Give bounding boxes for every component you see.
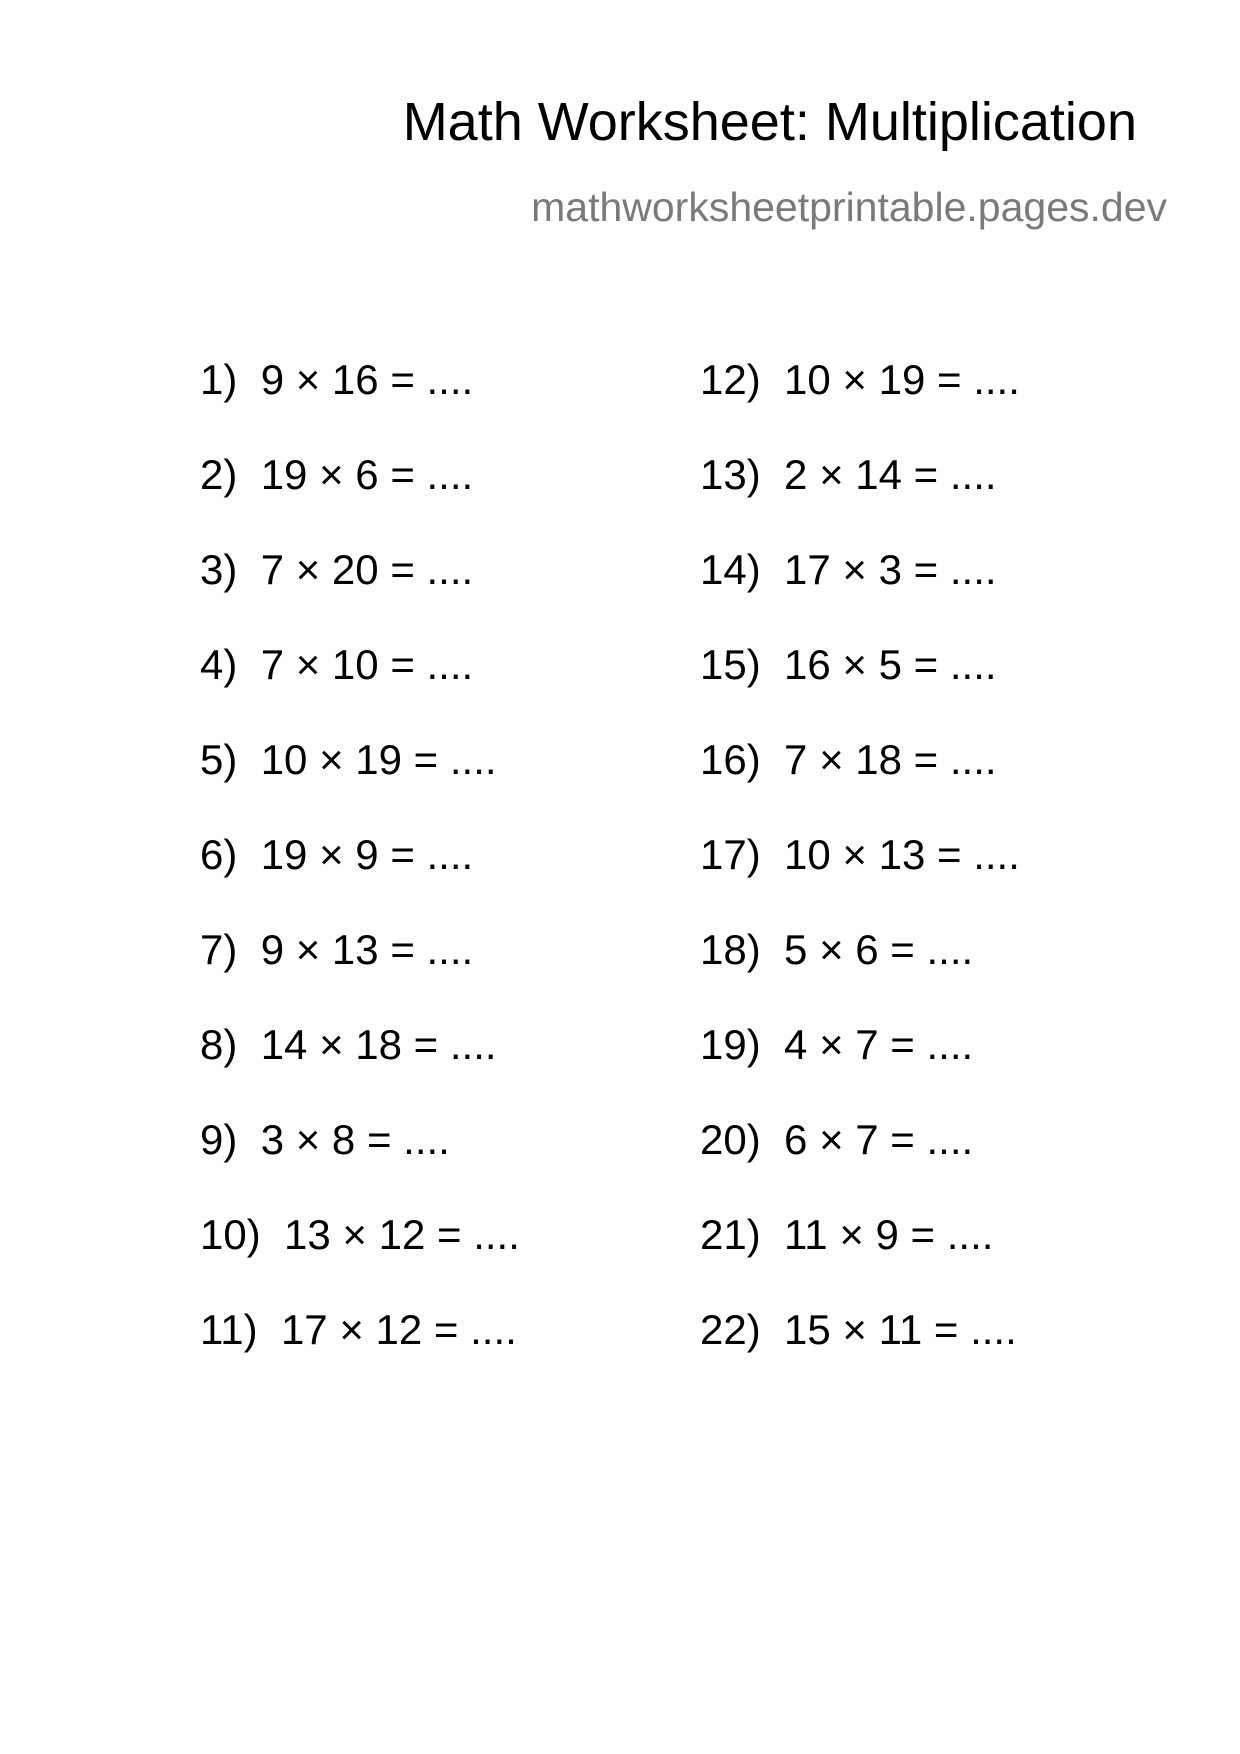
- problem-item: [200, 925, 473, 975]
- problem-number: 9): [200, 1116, 238, 1163]
- problem-expression: 17 × 3 = ....: [784, 546, 997, 593]
- problem-expression: 17 × 12 = ....: [280, 1306, 517, 1353]
- problem-item: [200, 1115, 450, 1165]
- problem-number: 11): [200, 1306, 258, 1353]
- problem-expression: 3 × 8 = ....: [260, 1116, 450, 1163]
- problem-item: [200, 1210, 520, 1260]
- problem-item: [700, 450, 997, 500]
- problem-expression: 16 × 5 = ....: [784, 641, 997, 688]
- problem-number: 7): [200, 926, 238, 973]
- problem-expression: 19 × 9 = ....: [260, 831, 474, 878]
- problem-item: [700, 1020, 973, 1070]
- problem-item: [700, 925, 973, 975]
- problem-number: 6): [200, 831, 238, 878]
- problem-number: 12): [700, 356, 761, 403]
- problem-item: [700, 830, 1020, 880]
- problem-expression: 14 × 18 = ....: [260, 1021, 497, 1068]
- problem-expression: 5 × 6 = ....: [784, 926, 974, 973]
- problem-number: 3): [200, 546, 238, 593]
- problem-item: [700, 640, 997, 690]
- problem-item: [700, 1210, 993, 1260]
- problem-number: 4): [200, 641, 238, 688]
- problem-number: 19): [700, 1021, 761, 1068]
- problem-number: 15): [700, 641, 761, 688]
- problem-number: 16): [700, 736, 761, 783]
- problem-number: 2): [200, 451, 238, 498]
- problem-item: [200, 450, 473, 500]
- problem-expression: 10 × 13 = ....: [784, 831, 1020, 878]
- problem-number: 20): [700, 1116, 761, 1163]
- problem-item: [200, 830, 473, 880]
- problem-expression: 13 × 12 = ....: [284, 1211, 520, 1258]
- problem-item: [200, 735, 497, 785]
- problem-number: 18): [700, 926, 761, 973]
- problem-expression: 7 × 18 = ....: [784, 736, 997, 783]
- page-title: Math Worksheet: Multiplication: [402, 92, 1137, 152]
- problem-number: 14): [700, 546, 761, 593]
- problem-expression: 4 × 7 = ....: [784, 1021, 974, 1068]
- problem-item: [700, 545, 997, 595]
- problem-item: [200, 640, 473, 690]
- problem-expression: 19 × 6 = ....: [260, 451, 474, 498]
- problem-number: 8): [200, 1021, 238, 1068]
- problem-item: [700, 735, 997, 785]
- problem-expression: 7 × 10 = ....: [260, 641, 474, 688]
- problem-item: [200, 545, 473, 595]
- problem-item: [200, 1020, 497, 1070]
- problem-expression: 2 × 14 = ....: [784, 451, 997, 498]
- problem-expression: 10 × 19 = ....: [260, 736, 497, 783]
- problem-expression: 6 × 7 = ....: [784, 1116, 974, 1163]
- problem-item: [700, 355, 1020, 405]
- problem-expression: 7 × 20 = ....: [260, 546, 474, 593]
- problem-number: 5): [200, 736, 238, 783]
- problem-expression: 9 × 16 = ....: [260, 356, 474, 403]
- problem-number: 13): [700, 451, 761, 498]
- problem-expression: 9 × 13 = ....: [260, 926, 474, 973]
- problem-number: 22): [700, 1306, 761, 1353]
- problem-item: [200, 1305, 517, 1355]
- site-url: mathworksheetprintable.pages.dev: [531, 184, 1167, 230]
- problem-number: 21): [700, 1211, 761, 1258]
- problem-number: 1): [200, 356, 238, 403]
- problem-expression: 10 × 19 = ....: [784, 356, 1020, 403]
- problem-expression: 11 × 9 = ....: [784, 1211, 994, 1258]
- problem-item: [200, 355, 473, 405]
- problem-number: 17): [700, 831, 761, 878]
- problem-number: 10): [200, 1211, 261, 1258]
- problem-item: [700, 1115, 973, 1165]
- problem-item: [700, 1305, 1017, 1355]
- problem-expression: 15 × 11 = ....: [784, 1306, 1017, 1353]
